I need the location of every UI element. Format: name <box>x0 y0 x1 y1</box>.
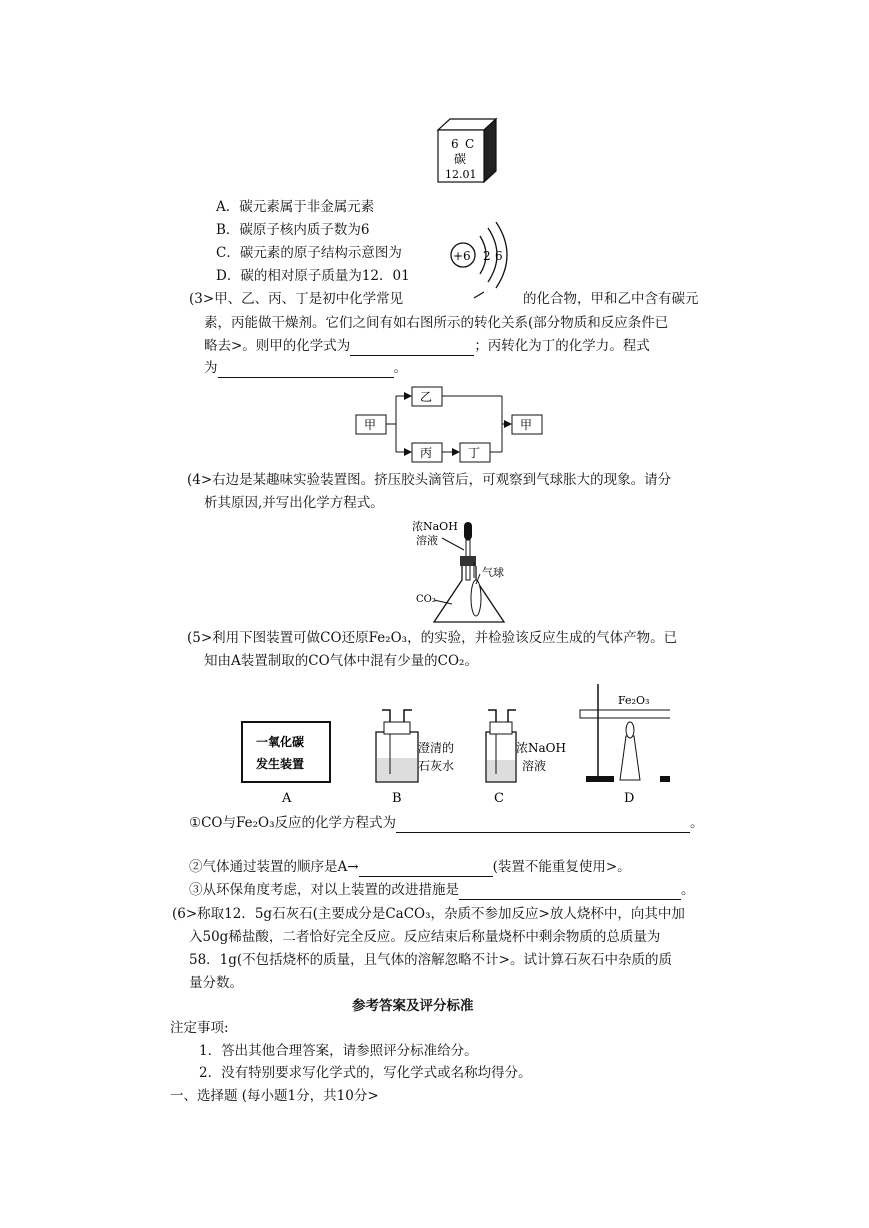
apparatus-b-label: B <box>392 791 402 806</box>
q6-line1: (6>称取12．5g石灰石(主要成分是CaCO₃，杂质不参加反应>放人烧杯中，向其中加 <box>172 906 685 922</box>
apparatus-a-label: A <box>282 791 292 806</box>
apparatus-b-text-2: 石灰水 <box>418 759 455 773</box>
apparatus-d-text: Fe₂O₃ <box>618 694 650 707</box>
apparatus-c-text-2: 溶液 <box>522 759 547 773</box>
atom-shell1-label: 2 <box>483 249 491 263</box>
element-number: 6 <box>451 137 459 151</box>
q5-sub3-b: 。 <box>681 882 695 898</box>
flow-jia: 甲 <box>364 418 377 432</box>
option-c: C．碳元素的原子结构示意图为 <box>216 245 402 261</box>
q3-line4-b: 。 <box>393 360 407 376</box>
element-mass: 12.01 <box>445 168 477 181</box>
element-name: 碳 <box>454 152 467 166</box>
q5-sub2-b: (装置不能重复使用>。 <box>492 859 631 875</box>
q5-sub3-blank[interactable] <box>459 899 681 900</box>
apparatus-c-text-1: 浓NaOH <box>516 741 566 755</box>
flask-balloon-label: 气球 <box>482 566 504 579</box>
option-b: B．碳原子核内质子数为6 <box>216 222 370 238</box>
flask-naoh-label-2: 溶液 <box>416 534 438 547</box>
q5-sub1-a: ①CO与Fe₂O₃反应的化学方程式为 <box>189 815 397 831</box>
flow-bing: 丙 <box>420 446 433 460</box>
flow-jia-result: 甲 <box>520 418 533 432</box>
answers-section-1: 一、选择题 (每小题1分，共10分> <box>170 1088 379 1104</box>
atom-structure-diagram <box>446 222 516 302</box>
answers-note-1: 1．答出其他合理答案，请参照评分标准给分。 <box>199 1043 478 1059</box>
q6-line2: 入50g稀盐酸，二者恰好完全反应。反应结束后称量烧杯中剩余物质的总质量为 <box>189 929 661 945</box>
atom-nucleus-label: +6 <box>453 249 471 263</box>
conversion-flow-diagram <box>352 384 548 464</box>
q3-line4-a: 为 <box>204 360 218 376</box>
element-symbol: C <box>465 137 475 151</box>
apparatus-c-label: C <box>494 791 504 806</box>
apparatus-a-text-2: 发生装置 <box>256 757 305 771</box>
q3-line3-a: 略去>。则甲的化学式为 <box>204 338 351 354</box>
q5-sub2-a: ②气体通过装置的顺序是A→ <box>189 859 359 875</box>
q6-line4: 量分数。 <box>189 975 243 991</box>
answers-notice: 注定事项: <box>170 1020 229 1036</box>
q4-line1: (4>右边是某趣味实验装置图。挤压胶头滴管后，可观察到气球胀大的现象。请分 <box>187 472 672 488</box>
apparatus-d-label: D <box>624 791 635 806</box>
q5-line1: (5>利用下图装置可做CO还原Fe₂O₃，的实验，并检验该反应生成的气体产物。已 <box>187 630 678 646</box>
element-card <box>434 116 500 186</box>
atom-shell2-label: 6 <box>495 249 503 263</box>
q5-sub1-blank[interactable] <box>396 832 690 833</box>
q3-formula-blank[interactable] <box>350 355 474 356</box>
flask-balloon-diagram <box>412 518 542 630</box>
flow-yi: 乙 <box>420 390 433 404</box>
answers-title: 参考答案及评分标准 <box>352 998 474 1014</box>
q5-sub1-b: 。 <box>690 815 704 831</box>
flask-naoh-label-1: 浓NaOH <box>412 520 458 533</box>
apparatus-a-text-1: 一氧化碳 <box>256 735 305 749</box>
apparatus-diagram <box>240 680 670 808</box>
q3-line1-b: 的化合物，甲和乙中含有碳元 <box>523 291 699 307</box>
q3-equation-blank[interactable] <box>218 377 394 378</box>
apparatus-b-text-1: 澄清的 <box>418 741 455 755</box>
option-d: D．碳的相对原子质量为12．01 <box>216 268 410 284</box>
option-a: A．碳元素属于非金属元素 <box>216 199 375 215</box>
q3-line2: 素，丙能做干燥剂。它们之间有如右图所示的转化关系(部分物质和反应条件已 <box>204 315 669 331</box>
q4-line2: 析其原因,并写出化学方程式。 <box>204 495 384 511</box>
q3-line3-b: ；丙转化为丁的化学力。程式 <box>474 338 650 354</box>
q5-line2: 知由A装置制取的CO气体中混有少量的CO₂。 <box>204 653 478 669</box>
answers-note-2: 2．没有特别要求写化学式的，写化学式或名称均得分。 <box>199 1065 532 1081</box>
q6-line3: 58．1g(不包括烧杯的质量，且气体的溶解忽略不计>。试计算石灰石中杂质的质 <box>189 952 672 968</box>
q5-sub3-a: ③从环保角度考虑，对以上装置的改进措施是 <box>189 882 459 898</box>
q5-sub2-blank[interactable] <box>359 876 493 877</box>
flow-ding: 丁 <box>468 446 481 460</box>
flask-co2-label: CO₂ <box>416 594 436 605</box>
q3-line1-a: (3>甲、乙、丙、丁是初中化学常见 <box>189 291 404 307</box>
